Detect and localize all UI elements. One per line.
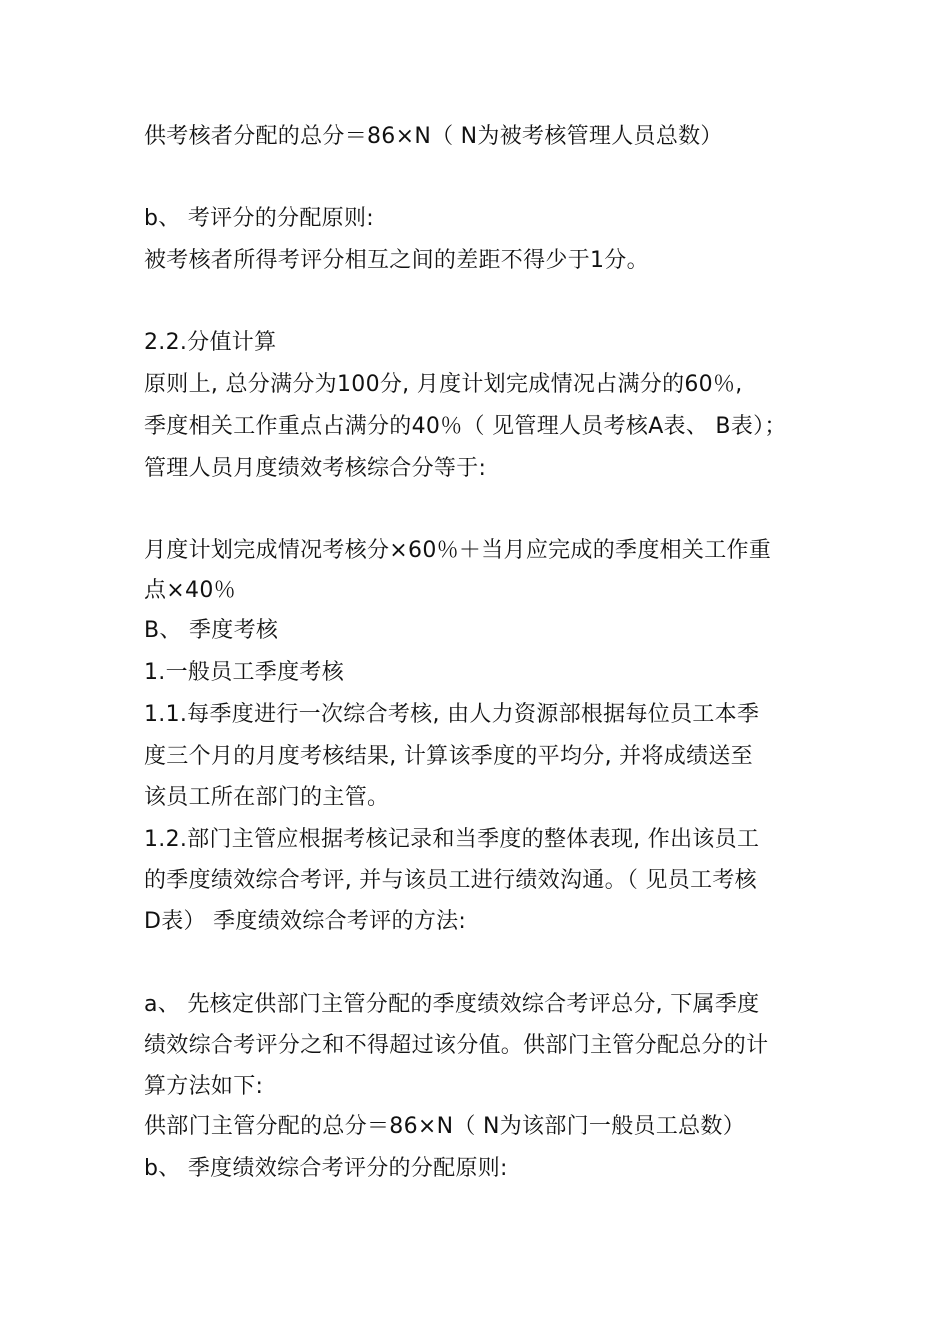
text-line: 该员工所在部门的主管。 (144, 785, 390, 810)
text-line: 供部门主管分配的总分＝86×N（ N为该部门一般员工总数） (144, 1114, 746, 1139)
text-line: 2.2.分值计算 (144, 330, 277, 355)
text-line: 算方法如下: (144, 1074, 264, 1099)
subsection-heading: 1.一般员工季度考核 (144, 660, 344, 685)
text-line: 绩效综合考评分之和不得超过该分值。供部门主管分配总分的计 (144, 1033, 769, 1058)
text-line: b、 考评分的分配原则: (144, 206, 374, 231)
text-line: 点×40％ (144, 578, 236, 603)
text-line: 1.2.部门主管应根据考核记录和当季度的整体表现, 作出该员工 (144, 827, 760, 852)
text-line: 被考核者所得考评分相互之间的差距不得少于1分。 (144, 248, 649, 273)
section-heading: B、 季度考核 (144, 618, 279, 643)
text-line: 度三个月的月度考核结果, 计算该季度的平均分, 并将成绩送至 (144, 744, 753, 769)
text-line: 管理人员月度绩效考核综合分等于: (144, 456, 487, 481)
text-line: 月度计划完成情况考核分×60％＋当月应完成的季度相关工作重 (144, 538, 772, 563)
text-line: 原则上, 总分满分为100分, 月度计划完成情况占满分的60％, (144, 372, 743, 397)
text-line: D表） 季度绩效综合考评的方法: (144, 909, 467, 934)
text-line: 1.1.每季度进行一次综合考核, 由人力资源部根据每位员工本季 (144, 702, 760, 727)
text-line: 供考核者分配的总分＝86×N（ N为被考核管理人员总数） (144, 124, 723, 149)
text-line: b、 季度绩效综合考评分的分配原则: (144, 1156, 508, 1181)
text-line: 季度相关工作重点占满分的40％（ 见管理人员考核A表、 B表）； (144, 414, 787, 439)
text-line: a、 先核定供部门主管分配的季度绩效综合考评总分, 下属季度 (144, 992, 760, 1017)
text-line: 的季度绩效综合考评, 并与该员工进行绩效沟通。（ 见员工考核 (144, 868, 757, 893)
